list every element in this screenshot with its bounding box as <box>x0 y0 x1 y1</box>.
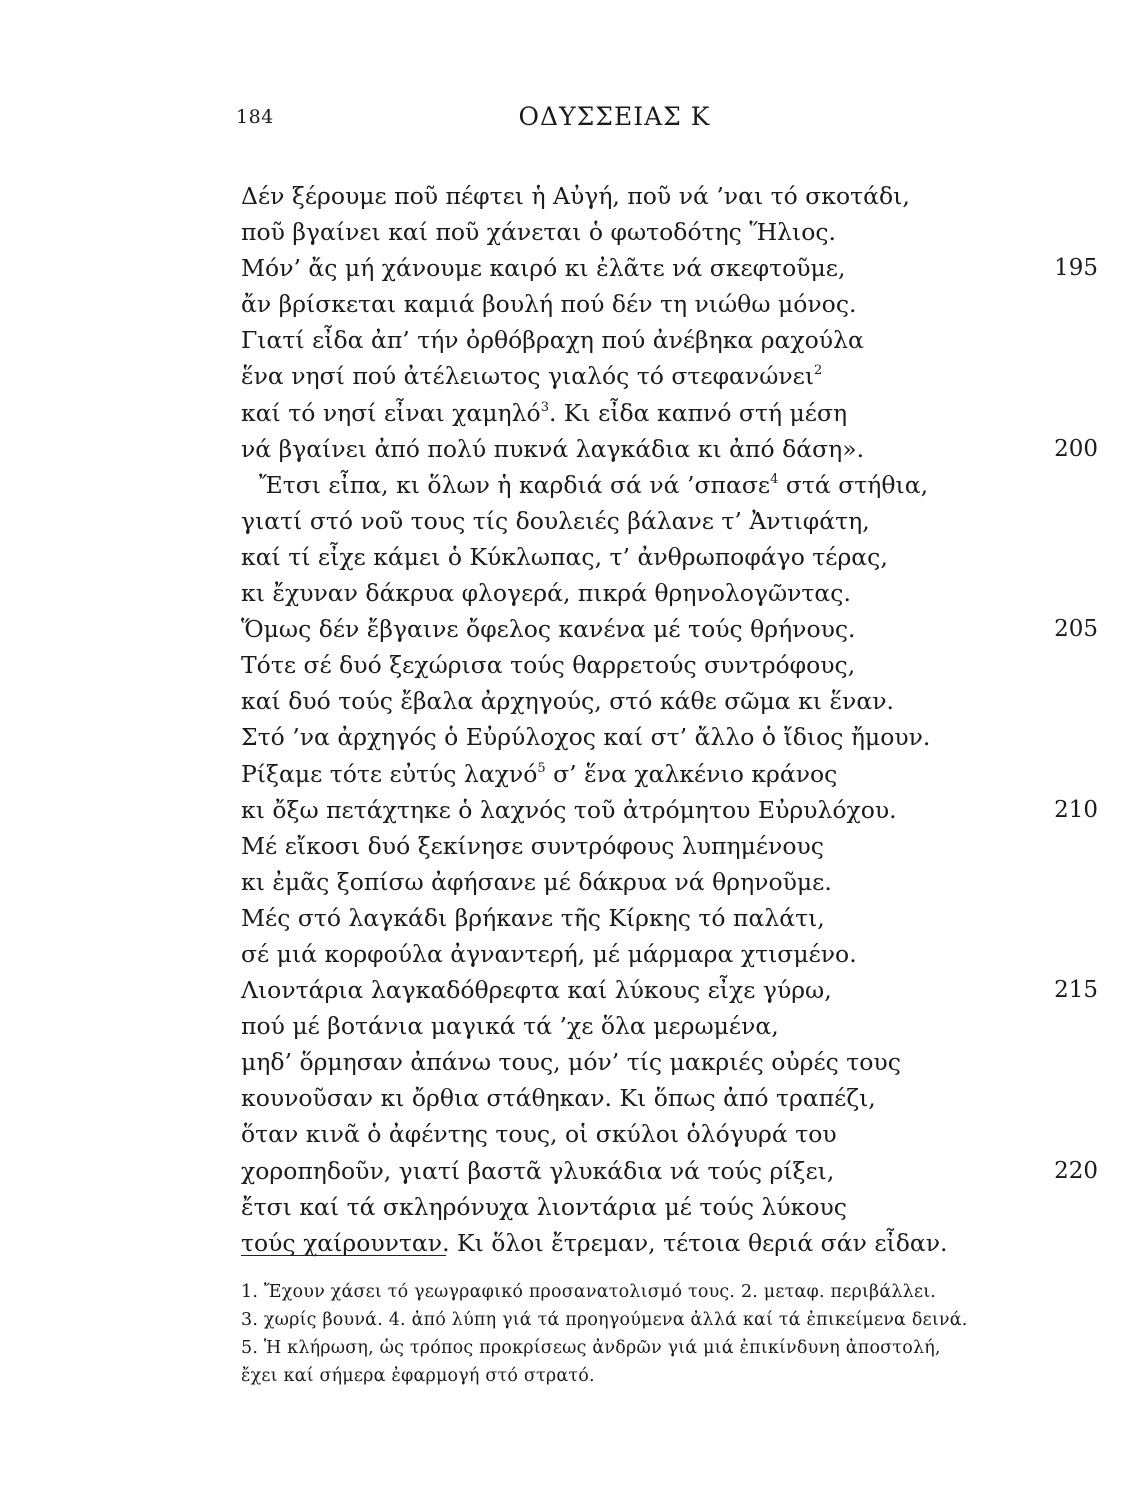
verse-line <box>241 792 1098 828</box>
verse-text <box>241 719 930 755</box>
verse-line <box>241 178 1098 214</box>
line-number: 210 <box>1054 796 1098 823</box>
verse-text <box>241 431 864 467</box>
verse-text-main: νά βγαίνει ἀπό πολύ πυκνά λαγκάδια κι ἀπό δάση». <box>241 434 865 463</box>
verse-text <box>241 936 857 972</box>
verse-line <box>241 250 1098 286</box>
verse-text-main: Δέν ξέρουμε ποῦ πέφτει ἡ Αὐγή, ποῦ νά ’ναι τό σκοτάδι, <box>241 182 910 210</box>
verse-line <box>241 972 1098 1008</box>
verse-text-main: Λιοντάρια λαγκαδόθρεφτα καί λύκους εἶχε γύρω, <box>241 976 832 1005</box>
verse-text <box>241 503 870 539</box>
verse-text <box>241 1044 901 1080</box>
verse-line <box>241 358 1098 394</box>
verse-text-main: Ρίξαμε τότε εὐτύς λαχνό <box>241 759 538 788</box>
verse-text-main: καί δυό τούς ἔβαλα ἀρχηγούς, στό κάθε σῶμα κι ἕναν. <box>241 687 894 716</box>
verse-text-main: χοροπηδοῦν, γιατί βαστᾶ γλυκάδια νά τούς ρίξει, <box>241 1156 835 1185</box>
line-number: 200 <box>1054 435 1098 462</box>
poem-body <box>241 178 1098 1261</box>
verse-text-main: τούς χαίρουνταν. Κι ὅλοι ἔτρεμαν, τέτοια θεριά σάν εἶδαν. <box>241 1228 948 1257</box>
verse-line <box>241 539 1098 575</box>
footnote-line: 5. Ἡ κλήρωση, ὡς τρόπος προκρίσεως ἀνδρῶν γιά μιά ἐπικίνδυνη ἀποστολή, <box>241 1338 941 1358</box>
verse-text-main: Μόν’ ἄς μή χάνουμε καιρό κι ἐλᾶτε νά σκεφτοῦμε, <box>241 254 846 283</box>
verse-text-main: καί τί εἶχε κάμει ὁ Κύκλωπας, τ’ ἀνθρωποφάγο τέρας, <box>241 542 888 571</box>
verse-text-main: πού μέ βοτάνια μαγικά τά ’χε ὅλα μερωμένα, <box>241 1012 779 1041</box>
verse-text <box>241 1189 847 1225</box>
verse-text <box>241 1116 837 1152</box>
footnote-line: 1. Ἔχουν χάσει τό γεωγραφικό προσανατολισμό τους. 2. μεταφ. περιβάλλει. <box>241 1282 937 1302</box>
line-number: 215 <box>1054 977 1098 1004</box>
running-title: ΟΔΥΣΣΕΙΑΣ Κ <box>518 102 711 131</box>
verse-line <box>241 1153 1098 1189</box>
verse-text-continued: . Κι εἶδα καπνό στή μέση <box>548 398 848 427</box>
footnote-marker: 2 <box>814 363 823 379</box>
verse-text-main: ἕνα νησί πού ἀτέλειωτος γιαλός τό στεφανώνει <box>241 362 815 391</box>
verse-line <box>241 1008 1098 1044</box>
verse-text <box>241 1153 834 1189</box>
verse-text <box>241 358 822 394</box>
verse-text <box>241 647 855 683</box>
verse-line <box>241 395 1098 431</box>
verse-line <box>241 828 1098 864</box>
verse-text-main: μηδ’ ὅρμησαν ἀπάνω τους, μόν’ τίς μακριές οὐρές τους <box>241 1048 901 1077</box>
verse-text <box>241 395 847 431</box>
verse-text-main: κι ὄξω πετάχτηκε ὁ λαχνός τοῦ ἀτρόμητου Εὐρυλόχου. <box>241 795 897 824</box>
verse-text-main: κουνοῦσαν κι ὄρθια στάθηκαν. Κι ὅπως ἀπό τραπέζι, <box>241 1084 876 1113</box>
footnote-line: 3. χωρίς βουνά. 4. ἀπό λύπη γιά τά προηγούμενα ἀλλά καί τά ἐπικείμενα δεινά. <box>241 1310 968 1330</box>
verse-text <box>241 864 832 900</box>
verse-text <box>241 1080 876 1116</box>
verse-text-main: ἔτσι καί τά σκληρόνυχα λιοντάρια μέ τούς λύκους <box>241 1192 847 1221</box>
verse-text <box>241 539 888 575</box>
verse-line <box>241 756 1098 792</box>
verse-text-main: κι ἐμᾶς ξοπίσω ἀφήσανε μέ δάκρυα νά θρηνοῦμε. <box>241 867 832 896</box>
verse-text <box>241 683 894 719</box>
verse-text-main: σέ μιά κορφούλα ἀγναντερή, μέ μάρμαρα χτισμένο. <box>241 939 857 968</box>
verse-text <box>241 250 845 286</box>
verse-line <box>241 611 1098 647</box>
verse-text <box>241 611 856 647</box>
verse-line <box>241 503 1098 539</box>
footnote-marker: 5 <box>537 760 546 776</box>
footnote-marker: 4 <box>770 471 779 487</box>
verse-line <box>241 864 1098 900</box>
verse-line <box>241 719 1098 755</box>
verse-text-continued: σ’ ἕνα χαλκένιο κράνος <box>545 759 838 788</box>
line-number: 195 <box>1054 255 1098 282</box>
verse-text-main: Ὅμως δέν ἔβγαινε ὄφελος κανένα μέ τούς θρήνους. <box>241 615 856 644</box>
verse-text <box>259 467 928 503</box>
verse-line <box>241 647 1098 683</box>
footnote-line: ἔχει καί σήμερα ἐφαρμογή στό στρατό. <box>241 1366 595 1386</box>
footnote-divider <box>241 1255 446 1256</box>
verse-text-main: ποῦ βγαίνει καί ποῦ χάνεται ὁ φωτοδότης Ἥλιος. <box>241 218 836 247</box>
verse-line <box>241 1116 1098 1152</box>
verse-text-main: Μές στό λαγκάδι βρήκανε τῆς Κίρκης τό παλάτι, <box>241 903 825 932</box>
verse-text-main: Στό ’να ἀρχηγός ὁ Εὐρύλοχος καί στ’ ἄλλο ὁ ἴδιος ἤμουν. <box>241 723 931 752</box>
verse-text <box>241 575 851 611</box>
verse-line <box>241 214 1098 250</box>
verse-line <box>241 575 1098 611</box>
verse-line <box>241 683 1098 719</box>
line-number: 220 <box>1054 1157 1098 1184</box>
verse-text-main: ὅταν κινᾶ ὁ ἀφέντης τους, οἱ σκύλοι ὁλόγυρά του <box>241 1120 837 1149</box>
verse-text <box>241 900 825 936</box>
line-number: 205 <box>1054 616 1098 643</box>
verse-text-main: κι ἔχυναν δάκρυα φλογερά, πικρά θρηνολογῶντας. <box>241 579 851 608</box>
verse-line <box>241 431 1098 467</box>
verse-text-main: Ἔτσι εἶπα, κι ὅλων ἡ καρδιά σά νά ’σπασε <box>259 470 771 499</box>
verse-text <box>241 178 910 214</box>
verse-text-main: Τότε σέ δυό ξεχώρισα τούς θαρρετούς συντρόφους, <box>241 651 856 680</box>
verse-text <box>241 286 856 322</box>
verse-text-main: γιατί στό νοῦ τους τίς δουλειές βάλανε τ’ Ἀντιφάτη, <box>241 506 870 535</box>
verse-text <box>241 828 824 864</box>
verse-line <box>241 1189 1098 1225</box>
verse-text <box>241 214 836 250</box>
footnote-marker: 3 <box>540 399 549 415</box>
verse-line <box>241 1080 1098 1116</box>
verse-line <box>241 936 1098 972</box>
verse-text <box>241 756 837 792</box>
verse-text-main: καί τό νησί εἶναι χαμηλό <box>241 398 541 427</box>
verse-line <box>241 1044 1098 1080</box>
verse-line <box>241 467 1098 503</box>
verse-text-main: Γιατί εἶδα ἀπ’ τήν ὀρθόβραχη πού ἀνέβηκα ραχούλα <box>241 326 864 355</box>
verse-line <box>241 286 1098 322</box>
verse-text-main: ἄν βρίσκεται καμιά βουλή πού δέν τη νιώθω μόνος. <box>241 290 857 319</box>
verse-text <box>241 972 832 1008</box>
verse-line <box>241 322 1098 358</box>
verse-text <box>241 792 897 828</box>
footnotes <box>241 1278 1101 1390</box>
page-number: 184 <box>236 106 274 128</box>
verse-text <box>241 322 864 358</box>
verse-text-main: Μέ εἴκοσι δυό ξεκίνησε συντρόφους λυπημένους <box>241 831 824 860</box>
verse-text-continued: στά στήθια, <box>778 470 929 499</box>
verse-text <box>241 1008 779 1044</box>
verse-line <box>241 900 1098 936</box>
